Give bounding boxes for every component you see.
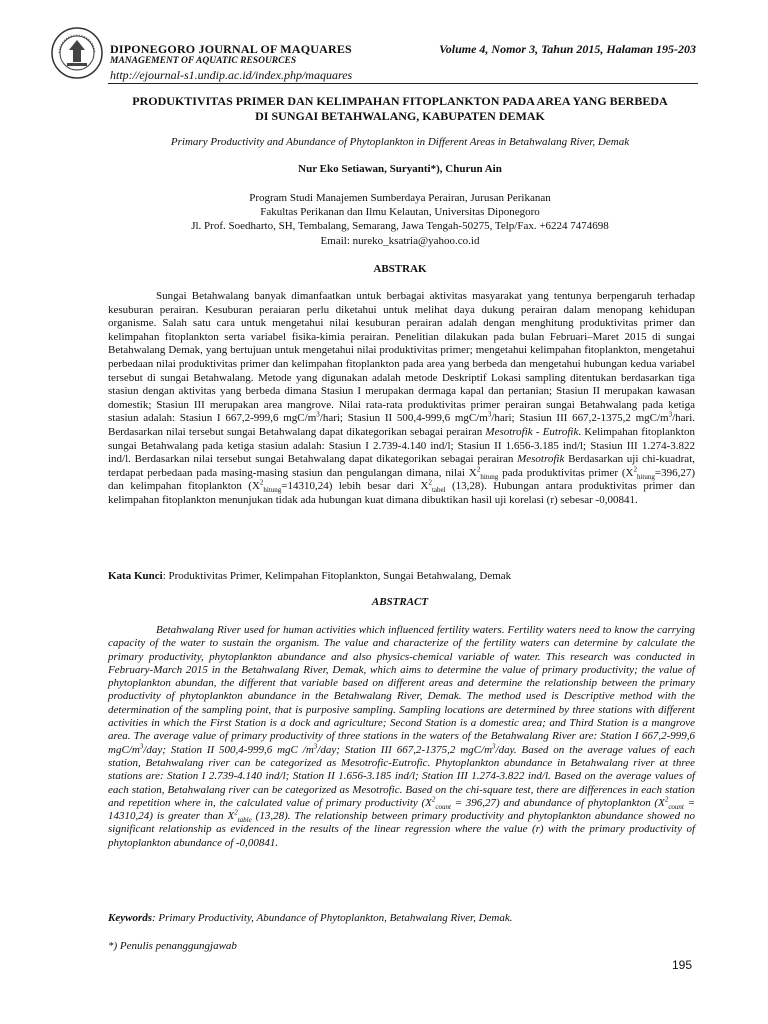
corresponding-author-note: *) Penulis penanggungjawab — [108, 940, 237, 952]
page-number: 195 — [671, 958, 692, 972]
keywords-label: Kata Kunci — [108, 570, 163, 582]
author-email[interactable]: Email: nureko_ksatria@yahoo.co.id — [320, 234, 480, 247]
keywords-label: Keywords — [108, 912, 152, 924]
header-divider — [108, 83, 698, 84]
paper-english-title: Primary Productivity and Abundance of Phytoplankton in Different Areas in Betahwalang River, Demak — [170, 136, 630, 148]
journal-subtitle: MANAGEMENT OF AQUATIC RESOURCES — [110, 56, 297, 66]
abstrak-heading: ABSTRAK — [373, 263, 427, 275]
paper-title-line-2: DI SUNGAI BETAHWALANG, KABUPATEN DEMAK — [255, 109, 545, 123]
paper-title — [100, 94, 700, 124]
journal-url-link[interactable]: http://ejournal-s1.undip.ac.id/index.php/maquares — [110, 68, 353, 82]
abstract-body: Betahwalang River used for human activities which influenced fertility waters. Fertility waters need to know the carrying capacity of the water to sustain the organism. The value and characterize of the fertility waters can determine by calculate the primary productivity, phytoplankton abundance and also physics-chemical variable of water. This research was conducted in February-March 2015 in the Betahwalang River, Demak, which aims to determine the value of primary productivity; the value of phytoplankton abundan, the different that variable based on different areas and determine the relationship between the primary productivity of phytoplankton abundance in the Betahwalang River, Demak. The method used is Descriptive method with the determination of the sampling point, that is purposive sampling. Sampling locations are determined by three stations with different activities in which the First Station is a dock and agriculture; Second Station is a domestic area; and Third Station is a mangrove area. The average value of primary productivity of three stations in the waters of the Betahwalang River are: Station I 667,2-999,6 mgC/$m^3$/day; Station II 500,4-999,6 mgC $/m^3$/day; Station III 667,2-1375,2 mgC/$m^3$/day. Based on the average values of each station, Betahwalang river can be categorized as Mesotrofic-Eutrofic. Phytoplankton abundance in Betahwalang river at three stations are: Station I 2.739-4.140 ind/l; Station II 1.656-3.185 ind/l; Station III 1.274-3.822 ind/l. Based on the average values of each station, Betahwalang river can be categorized as Mesotrofic. Based on the chi-square test, there are differences in each station and repetition where in, the calculated value of primary productivity $(X^2_{count} = 396,27)$ and abundance of phytoplankton $(X^2_{count} = 14310,24)$ is greater than $X^2_{table}$ (13,28). The relationship between primary productivity and phytoplankton abundance showed no significant relationship as evidenced in the results of the linear regression where the value (r) with the primary productivity of phytoplankton abundance of -0,00841. — [108, 624, 696, 849]
paper-title-line-1: PRODUKTIVITAS PRIMER DAN KELIMPAHAN FITOPLANKTON PADA AREA YANG BERBEDA — [132, 94, 668, 108]
abstrak-body: Sungai Betahwalang banyak dimanfaatkan untuk berbagai aktivitas masyarakat yang tentunya berpengaruh terhadap kesuburan perairan. Kesuburan peraiaran perlu diketahui untuk melihat daya dukung perairan dalam menopang kehidupan organisme. Salah satu cara untuk mengetahui nilai kesuburan perairan adalah dengan menghitung produktivitas primer dan kelimpahan fitoplankton serta variabel fisika-kimia perairan. Penelitian dilakukan pada bulan Februari–Maret 2015 di sungai Betahwalang Demak, yang bertujuan untuk mengetahui nilai produktivitas primer; mengetahui kelimpahan fitoplankton, mengetahui perbedaan nilai produktivitas primer dan kelimpahan fitoplankton pada area yang berbeda dan mengetahui hubungan kedua variabel tersebut di sungai Betahwalang. Metode yang digunakan adalah metode Deskriptif Lokasi sampling ditentukan berdasarkan tiga stasiun dengan aktivitas yang berbeda dimana Stasiun I merupakan dermaga kapal dan pertanian; Stasiun II merupakan kawasan domestik; Stasiun III merupakan area mangrove. Nilai rata-rata produktivitas primer perairan sungai Betahwalang pada ketiga stasiun adalah: Stasiun I 667,2-999,6 mgC/$m^3$/hari; Stasiun II 500,4-999,6 mgC/$m^3$/hari; Stasiun III 667,2-1375,2 mgC/$m^3$/hari. Berdasarkan nilai tersebut sungai Betahwalang dapat dikategorikan sebagai perairan Mesotrofik - Eutrofik. Kelimpahan fitoplankton sungai Betahwalang pada ketiga stasiun adalah: Stasiun I 2.739-4.140 ind/l; Stasiun II 1.656-3.185 ind/l; Stasiun III 1.274-3.822 ind/l. Berdasarkan nilai tersebut sungai Betahwalang dapat dikategorikan sebagai perairan Mesotrofik Berdasarkan uji chi-kuadrat, terdapat perbedaan pada masing-masing stasiun dan pengulangan dimana, nilai $X^2_{hitung}$ pada produktivitas primer $(X^2_{hitung}=396,27)$ dan kelimpahan fitoplankton $(X^2_{hitung}=14310,24)$ lebih besar dari $X^2_{tabel}$ (13,28). Hubungan antara produktivitas primer dan kelimpahan fitoplankton menunjukan tidak ada hubungan kuat dimana dibuktikan hasil uji korelasi (r) sebesar -0,00841. — [108, 290, 696, 506]
author-affiliation — [100, 191, 700, 248]
keywords-english — [108, 912, 695, 924]
journal-volume: Volume 4, Nomor 3, Tahun 2015, Halaman 195-203 — [439, 42, 696, 56]
affiliation-line: Program Studi Manajemen Sumberdaya Perairan, Jurusan Perikanan — [249, 192, 551, 204]
keywords-text: : Primary Productivity, Abundance of Phytoplankton, Betahwalang River, Demak. — [152, 912, 513, 924]
abstract-heading: ABSTRACT — [371, 596, 429, 608]
university-logo-icon — [50, 26, 104, 80]
keywords-text: : Produktivitas Primer, Kelimpahan Fitoplankton, Sungai Betahwalang, Demak — [162, 570, 512, 582]
keywords-indonesian — [108, 570, 695, 582]
paper-authors: Nur Eko Setiawan, Suryanti*), Churun Ain — [298, 163, 502, 175]
journal-name: DIPONEGORO JOURNAL OF MAQUARES — [110, 42, 352, 56]
affiliation-line: Jl. Prof. Soedharto, SH, Tembalang, Semarang, Jawa Tengah-50275, Telp/Fax. +6224 7474698 — [191, 220, 609, 233]
affiliation-line: Fakultas Perikanan dan Ilmu Kelautan, Universitas Diponegoro — [260, 206, 540, 219]
